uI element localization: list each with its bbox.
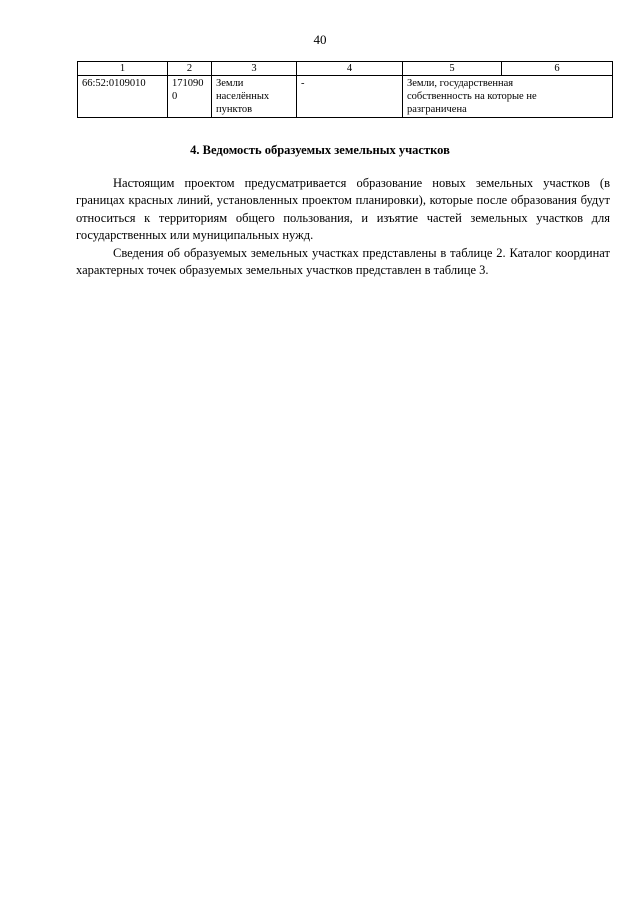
- column-header: 3: [212, 62, 297, 76]
- column-header: 1: [78, 62, 168, 76]
- column-header: 2: [168, 62, 212, 76]
- body-text: [76, 175, 610, 279]
- cadastral-number-cell: 66:52:0109010: [78, 76, 168, 118]
- page-number: 40: [313, 32, 327, 47]
- section-heading: 4. Ведомость образуемых земельных участков: [190, 143, 450, 157]
- paragraph: Настоящим проектом предусматривается образование новых земельных участков (в границах красных линий, установленных проектом планировки), которые после образования будут относиться к территориям общего пользования, и изъятие частей земельных участков для государственных или муниципальных нужд.: [76, 176, 610, 243]
- permitted-use-cell: -: [297, 76, 403, 118]
- land-plot-table: [77, 61, 613, 118]
- area-cell: 1710900: [168, 76, 212, 118]
- paragraph: Сведения об образуемых земельных участках представлены в таблице 2. Каталог координат характерных точек образуемых земельных участков представлен в таблице 3.: [76, 245, 610, 278]
- table-header-row: [78, 62, 613, 76]
- land-category-cell: Земли населённых пунктов: [212, 76, 297, 118]
- column-header: 4: [297, 62, 403, 76]
- column-header: 6: [502, 62, 613, 76]
- column-header: 5: [403, 62, 502, 76]
- table-row: [78, 76, 613, 118]
- ownership-cell: Земли, государственная собственность на которые не разграничена: [403, 76, 613, 118]
